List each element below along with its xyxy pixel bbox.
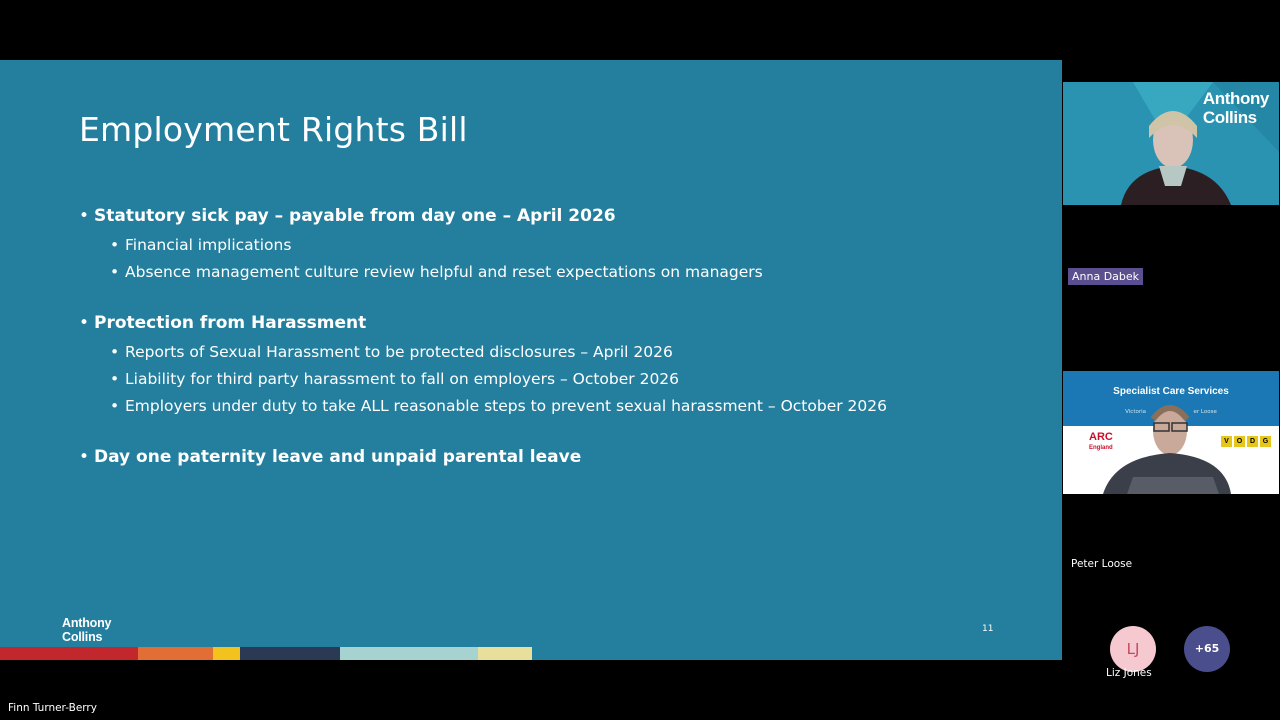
vodg-letter: O — [1234, 436, 1245, 447]
shared-slide — [0, 60, 1062, 660]
arc-logo-text: ARC — [1089, 431, 1113, 443]
bullet-day-one-paternity-leave — [79, 445, 887, 469]
participant-name-peter-loose: Peter Loose — [1071, 558, 1133, 570]
brand-color-strip — [0, 647, 532, 660]
sub-bullet: • Reports of Sexual Harassment to be protected disclosures – April 2026 — [110, 339, 887, 366]
bullet-text: Statutory sick pay – payable from day one – April 2026 — [94, 206, 616, 226]
logo-line: Anthony — [62, 616, 112, 630]
logo-line: Collins — [1202, 108, 1257, 127]
participant-name-liz-jones: Liz Jones — [1106, 667, 1152, 679]
more-participants-button[interactable]: +65 — [1184, 626, 1230, 672]
strip-segment-cream — [478, 647, 532, 660]
presenter-name: Finn Turner-Berry — [8, 702, 97, 714]
video-person — [1063, 371, 1279, 494]
banner-subtitle-left: Victoria — [1125, 409, 1147, 415]
strip-segment-yellow — [213, 647, 240, 660]
arc-logo-sub: England — [1089, 445, 1113, 451]
strip-segment-mint — [340, 647, 478, 660]
vodg-letter: D — [1247, 436, 1258, 447]
slide-bullet-list — [79, 204, 887, 469]
slide-page-number: 11 — [982, 624, 994, 634]
participant-name-anna-dabek: Anna Dabek — [1068, 268, 1143, 285]
vodg-letter: G — [1260, 436, 1271, 447]
sub-bullet: • Financial implications — [110, 232, 887, 259]
vodg-letter: V — [1221, 436, 1232, 447]
participant-video-peter-loose[interactable] — [1063, 371, 1279, 494]
anthony-collins-logo — [62, 616, 111, 644]
slide-title: Employment Rights Bill — [79, 110, 468, 149]
logo-line: Anthony — [1202, 89, 1269, 108]
bullet-text: Protection from Harassment — [94, 313, 367, 333]
sub-bullet: • Liability for third party harassment to fall on employers – October 2026 — [110, 366, 887, 393]
strip-segment-orange — [138, 647, 213, 660]
participant-video-anna-dabek[interactable] — [1063, 82, 1279, 205]
sub-bullet: • Employers under duty to take ALL reasonable steps to prevent sexual harassment – October 2026 — [110, 393, 887, 420]
logo-line: Collins — [62, 630, 103, 644]
participant-avatar-liz-jones[interactable]: LJ — [1110, 626, 1156, 672]
video-background-logo — [1203, 89, 1269, 127]
strip-segment-navy — [240, 647, 340, 660]
bullet-statutory-sick-pay — [79, 204, 887, 286]
sub-bullet-list — [94, 232, 887, 286]
sub-bullet: • Absence management culture review helpful and reset expectations on managers — [110, 259, 887, 286]
sub-bullet-list — [94, 339, 887, 420]
bullet-protection-from-harassment — [79, 311, 887, 420]
strip-segment-red — [0, 647, 138, 660]
bullet-text: Day one paternity leave and unpaid parental leave — [94, 447, 582, 467]
banner-title: Specialist Care Services — [1113, 386, 1229, 397]
banner-subtitle-right: er Loose — [1193, 409, 1217, 415]
